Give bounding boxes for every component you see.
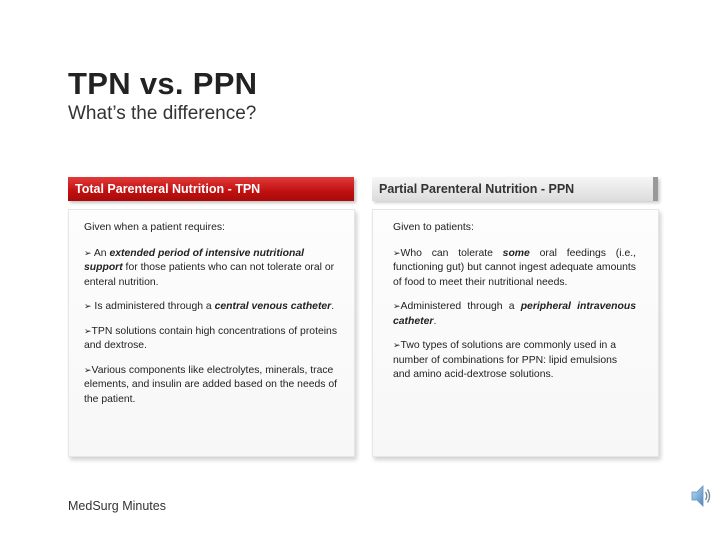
ppn-panel: [372, 209, 659, 457]
ppn-bullet-2-rest: .: [433, 315, 437, 327]
ppn-bullet-1-text: Who can tolerate: [400, 247, 503, 259]
bullet-arrow-icon: ➢: [393, 302, 401, 312]
ppn-bullet-1-rest: oral feedings (i.e., functioning gut) but cannot ingest adequate amounts of food to meet their nutritional needs.: [393, 247, 636, 288]
bullet-arrow-icon: ➢: [84, 326, 92, 337]
ppn-header: Partial Parenteral Nutrition - PPN: [372, 177, 658, 201]
footer-brand: MedSurg Minutes: [68, 499, 166, 513]
tpn-bullet-1-emphasis: extended period of intensive nutritional support: [84, 247, 305, 273]
ppn-bullet-2-emphasis: peripheral intravenous catheter: [393, 301, 636, 327]
tpn-panel: [68, 209, 355, 457]
tpn-bullet-2-rest: .: [331, 301, 335, 312]
tpn-bullet-2-text: Is administered through a: [91, 301, 215, 312]
slide-subtitle: What’s the difference?: [68, 103, 257, 124]
bullet-arrow-icon: ➢: [84, 248, 92, 259]
tpn-bullet-2-emphasis: central venous catheter: [214, 301, 332, 312]
ppn-bullet-3: [393, 339, 636, 383]
bullet-arrow-icon: ➢: [393, 341, 401, 351]
ppn-bullet-3-text: Two types of solutions are commonly used in a number of combinations for PPN: lipid emulsions and amino acid-dextrose solutions.: [393, 340, 618, 380]
ppn-intro: Given to patients:: [393, 222, 474, 233]
tpn-bullet-3-text: TPN solutions contain high concentrations of proteins and dextrose.: [84, 325, 338, 351]
bullet-arrow-icon: ➢: [393, 248, 401, 259]
ppn-bullet-2: [393, 300, 636, 329]
speaker-icon[interactable]: [690, 482, 712, 510]
tpn-bullet-1-text: An: [91, 247, 110, 259]
ppn-bullet-2-text: Administered through a: [400, 301, 521, 312]
tpn-bullet-1: [84, 247, 338, 291]
tpn-bullet-2: [84, 300, 338, 315]
ppn-bullet-1: [393, 247, 636, 291]
bullet-arrow-icon: ➢: [84, 365, 92, 376]
tpn-header: Total Parenteral Nutrition - TPN: [68, 177, 354, 201]
tpn-bullet-4: [84, 364, 338, 408]
tpn-intro: Given when a patient requires:: [84, 222, 225, 233]
bullet-arrow-icon: ➢: [84, 302, 92, 312]
tpn-bullet-1-rest: for those patients who can not tolerate oral or enteral nutrition.: [84, 262, 335, 288]
slide-title: TPN vs. PPN: [68, 66, 258, 101]
tpn-bullet-3: [84, 325, 338, 354]
ppn-bullet-1-emphasis: some: [502, 247, 530, 259]
tpn-bullet-4-text: Various components like electrolytes, minerals, trace elements, and insulin are added based on the needs of the patient.: [84, 364, 338, 405]
